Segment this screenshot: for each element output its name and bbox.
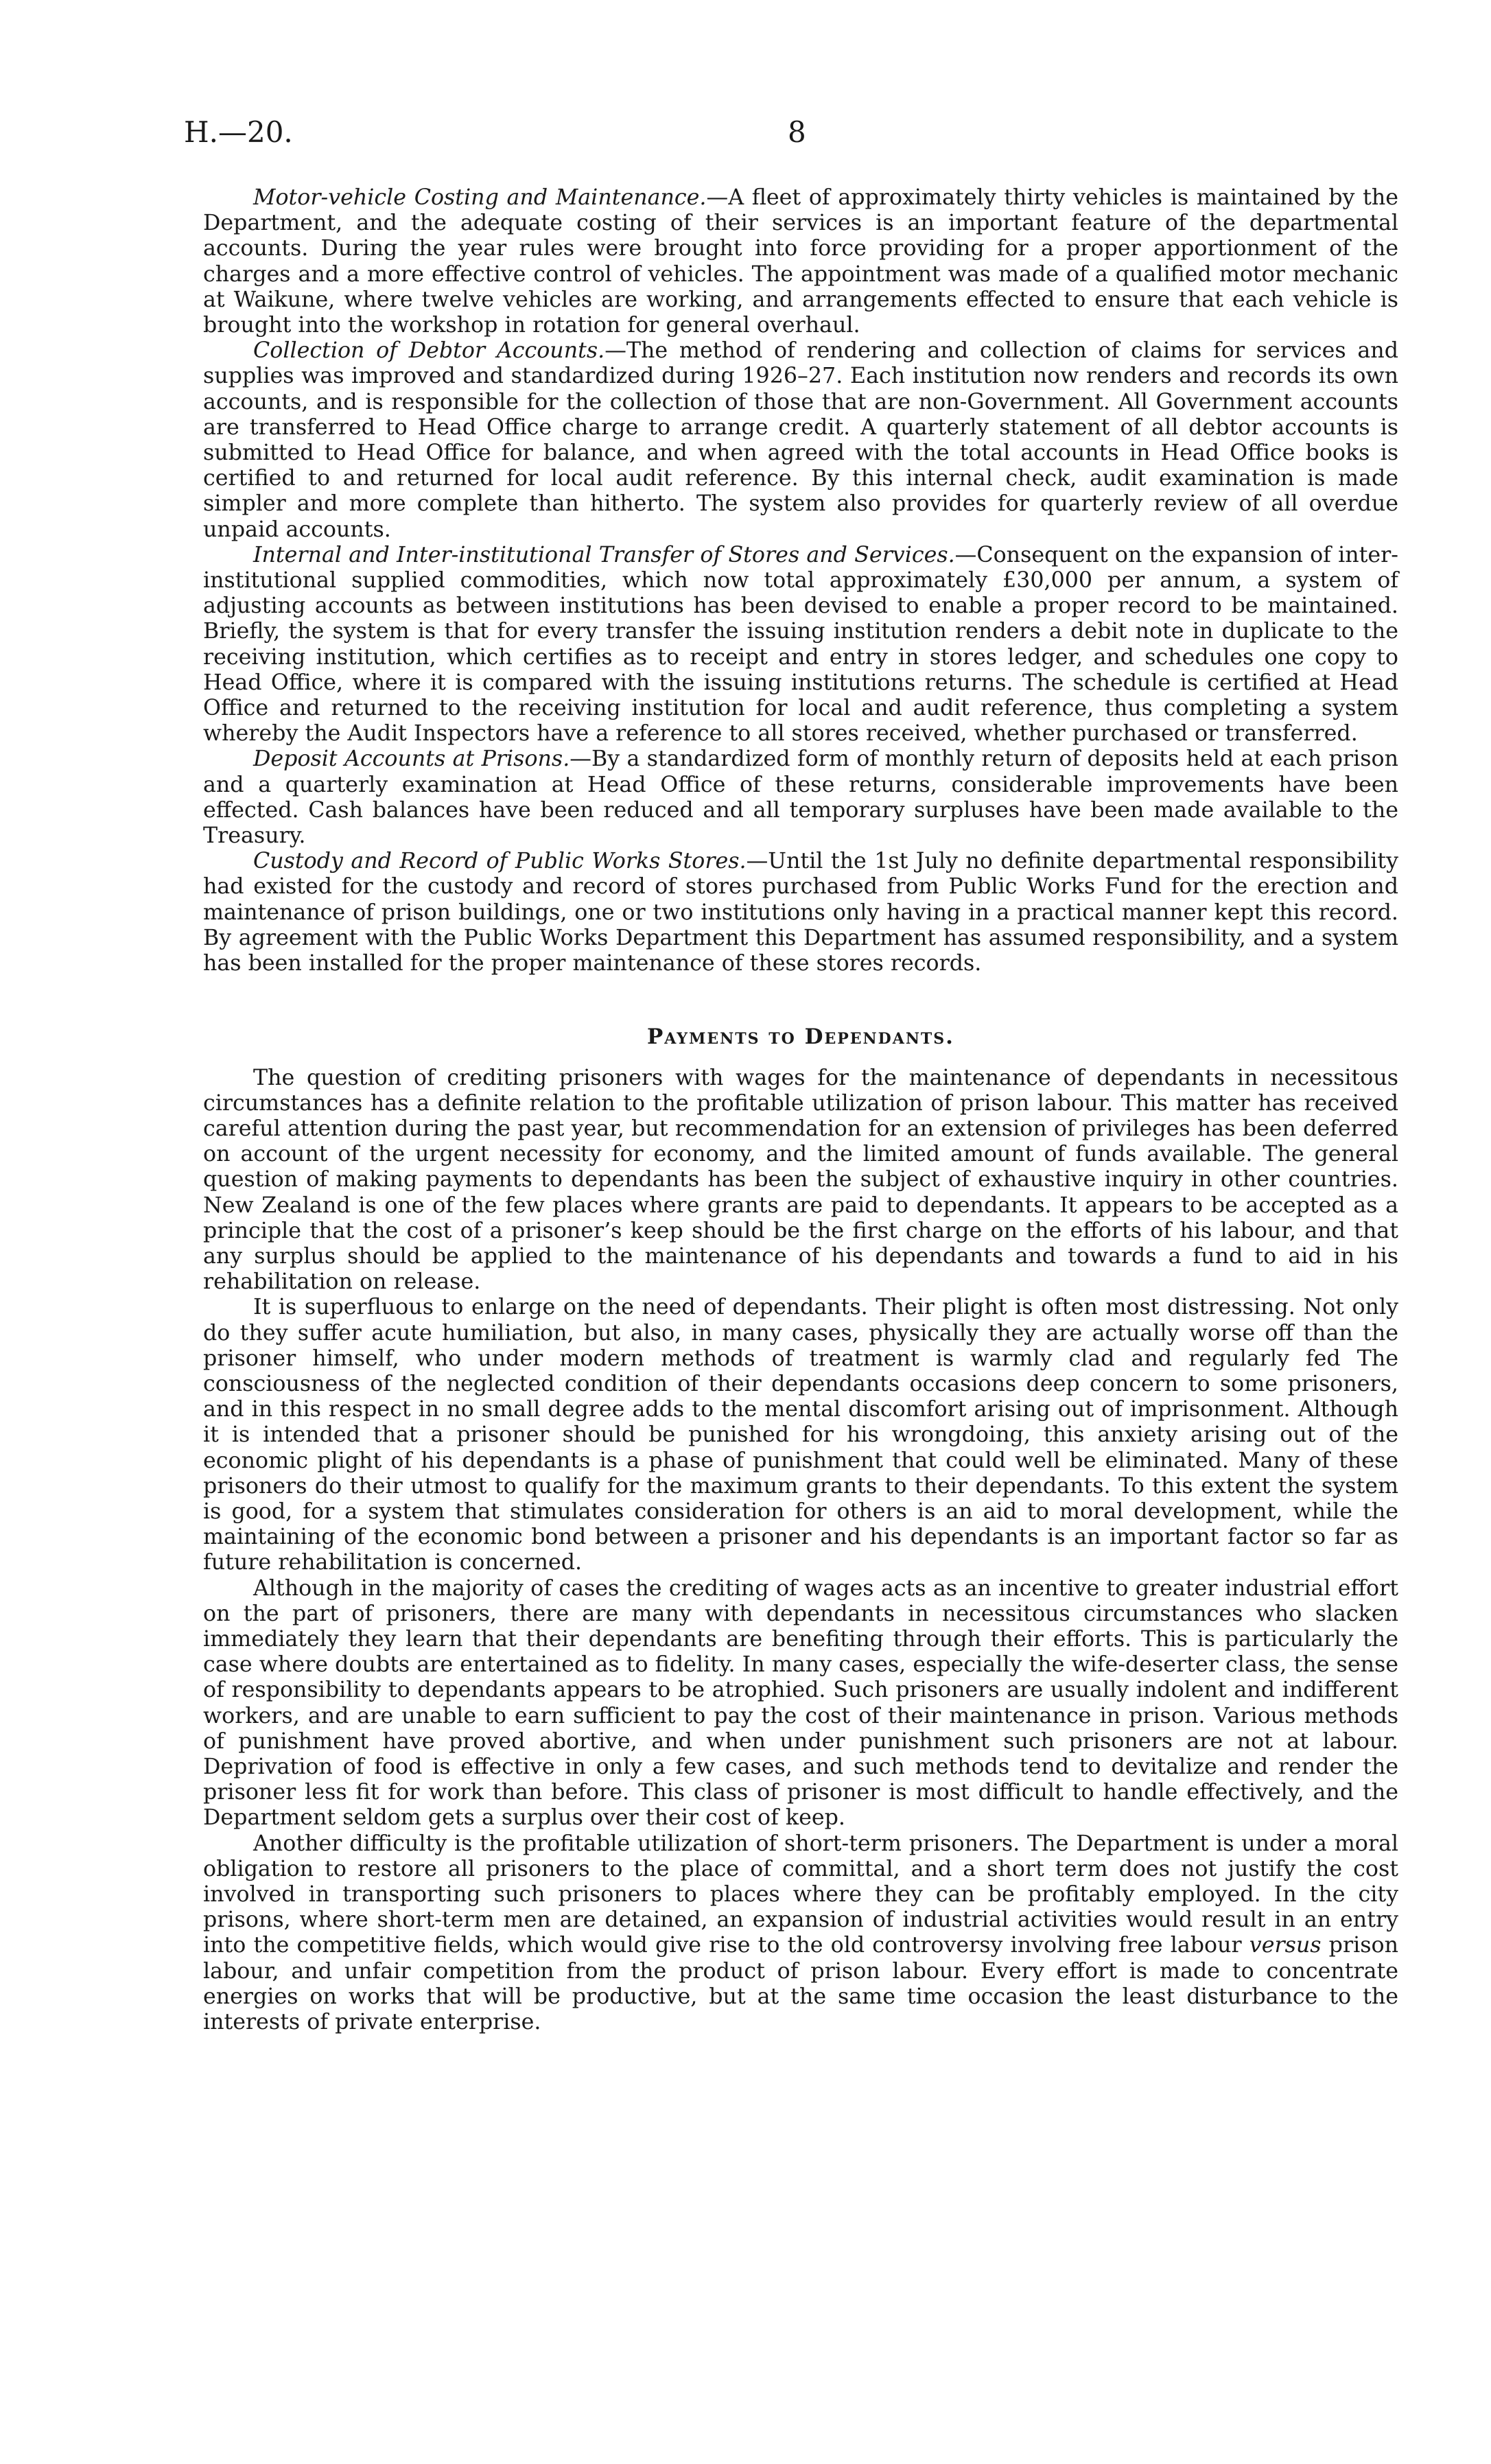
paragraph	[203, 185, 1398, 338]
section-heading: Payments to Dependants.	[647, 1024, 954, 1050]
page-header	[184, 115, 1398, 156]
paragraph	[203, 1576, 1398, 1831]
paragraph-text: prison labour, and unfair competition from the product of prison labour. Every effort is made to concentrate energies on works that will be productive, but at the same time occasion the least disturbance to the interests of private enterprise.	[203, 1933, 1398, 2035]
paragraph-text: The question of crediting prisoners with wages for the maintenance of dependants in necessitous circumstances has a definite relation to the profitable utilization of prison labour. This matter has received careful attention during the past year, but recommendation for an extension of privileges has been deferred on account of the urgent necessity for economy, and the limited amount of funds available. The general question of making payments to dependants has been the subject of exhaustive inquiry in other countries. New Zealand is one of the few places where grants are paid to dependants. It appears to be accepted as a principle that the cost of a prisoner’s keep should be the first charge on the efforts of his labour, and that any surplus should be applied to the maintenance of his dependants and towards a fund to aid in his rehabilitation on release.	[203, 1065, 1398, 1295]
paragraph-text: Although in the majority of cases the crediting of wages acts as an incentive to greater industrial effort on the part of prisoners, there are many with dependants in necessitous circumstances who slacken immediately they learn that their dependants are benefiting through their efforts. This is particularly the case where doubts are entertained as to fidelity. In many cases, especially the wife-deserter class, the sense of responsibility to dependants appears to be atrophied. Such prisoners are usually indolent and indifferent workers, and are unable to earn sufficient to pay the cost of their maintenance in prison. Various methods of punishment have proved abortive, and when under punishment such prisoners are not at labour. Deprivation of food is effective in only a few cases, and such methods tend to devitalize and render the prisoner less fit for work than before. This class of prisoner is most difficult to handle effectively, and the Department seldom gets a surplus over their cost of keep.	[203, 1575, 1398, 1831]
page-number: 8	[788, 115, 806, 149]
paragraph	[203, 849, 1398, 976]
paragraph	[203, 1066, 1398, 1295]
emphasis-word: versus	[1249, 1933, 1322, 1958]
body-text	[203, 185, 1398, 2035]
paragraph-text: Another difficulty is the profitable utilization of short-term prisoners. The Department is under a moral obligation to restore all prisoners to the place of committal, and a short term does not justify the cost involved in transporting such prisoners to places where they can be profitably employed. In the city prisons, where short-term men are detained, an expansion of industrial activities would result in an entry into the competitive fields, which would give rise to the old controversy involving free labour	[203, 1831, 1398, 1958]
paragraph-title: Deposit Accounts at Prisons.	[253, 747, 570, 772]
paragraph	[203, 1295, 1398, 1575]
paragraph-text: It is superfluous to enlarge on the need of dependants. Their plight is often most distressing. Not only do they suffer acute humiliation, but also, in many cases, physically they are actually worse off than the prisoner himself, who under modern methods of treatment is warmly clad and regularly fed The consciousness of the neglected condition of their dependants occasions deep concern to some prisoners, and in this respect in no small degree adds to the mental discomfort arising out of imprisonment. Although it is intended that a prisoner should be punished for his wrongdoing, this anxiety arising out of the economic plight of his dependants is a phase of punishment that could well be eliminated. Many of these prisoners do their utmost to qualify for the maximum grants to their dependants. To this extent the system is good, for a system that stimulates consideration for others is an aid to moral development, while the maintaining of the economic bond between a prisoner and his dependants is an important factor so far as future rehabilitation is concerned.	[203, 1295, 1398, 1575]
document-code: H.—20.	[184, 115, 293, 149]
paragraph-title: Motor-vehicle Costing and Maintenance.	[253, 185, 707, 210]
paragraph	[203, 338, 1398, 543]
paragraph	[203, 747, 1398, 849]
paragraph-text: —Consequent on the expansion of inter-institutional supplied commodities, which now total approximately £30,000 per annum, a system of adjusting accounts as between institutions has been devised to enable a proper record to be maintained. Briefly, the system is that for every transfer the issuing institution renders a debit note in duplicate to the receiving institution, which certifies as to receipt and entry in stores ledger, and schedules one copy to Head Office, where it is compared with the issuing institutions returns. The schedule is certified at Head Office and returned to the receiving institution for local and audit reference, thus completing a system whereby the Audit Inspectors have a reference to all stores received, whether purchased or transferred.	[203, 542, 1398, 747]
paragraph	[203, 1831, 1398, 2036]
paragraph-title: Internal and Inter-institutional Transfer of Stores and Services.	[253, 542, 955, 567]
paragraph-text: —By a standardized form of monthly return of deposits held at each prison and a quarterly examination at Head Office of these returns, considerable improvements have been effected. Cash balances have been reduced and all temporary surpluses have been made available to the Treasury.	[203, 747, 1398, 849]
paragraph-text: —A fleet of approximately thirty vehicles is maintained by the Department, and the adequate costing of their services is an important feature of the departmental accounts. During the year rules were brought into force providing for a proper apportionment of the charges and a more effective control of vehicles. The appointment was made of a qualified motor mechanic at Waikune, where twelve vehicles are working, and arrangements effected to ensure that each vehicle is brought into the workshop in rotation for general overhaul.	[203, 185, 1398, 338]
paragraph-text: —The method of rendering and collection of claims for services and supplies was improved and standardized during 1926–27. Each institution now renders and records its own accounts, and is responsible for the collection of those that are non-Government. All Government accounts are transferred to Head Office charge to arrange credit. A quarterly statement of all debtor accounts is submitted to Head Office for balance, and when agreed with the total accounts in Head Office books is certified to and returned for local audit reference. By this internal check, audit examination is made simpler and more complete than hitherto. The system also provides for quarterly review of all overdue unpaid accounts.	[203, 338, 1398, 542]
paragraph-text: —Until the 1st July no definite departmental responsibility had existed for the custody and record of stores purchased from Public Works Fund for the erection and maintenance of prison buildings, one or two institutions only having in a practical manner kept this record. By agreement with the Public Works Department this Department has assumed responsibility, and a system has been installed for the proper maintenance of these stores records.	[203, 849, 1398, 976]
paragraph-title: Custody and Record of Public Works Stores.	[253, 849, 747, 874]
paragraph	[203, 543, 1398, 747]
paragraph-title: Collection of Debtor Accounts.	[253, 338, 605, 364]
